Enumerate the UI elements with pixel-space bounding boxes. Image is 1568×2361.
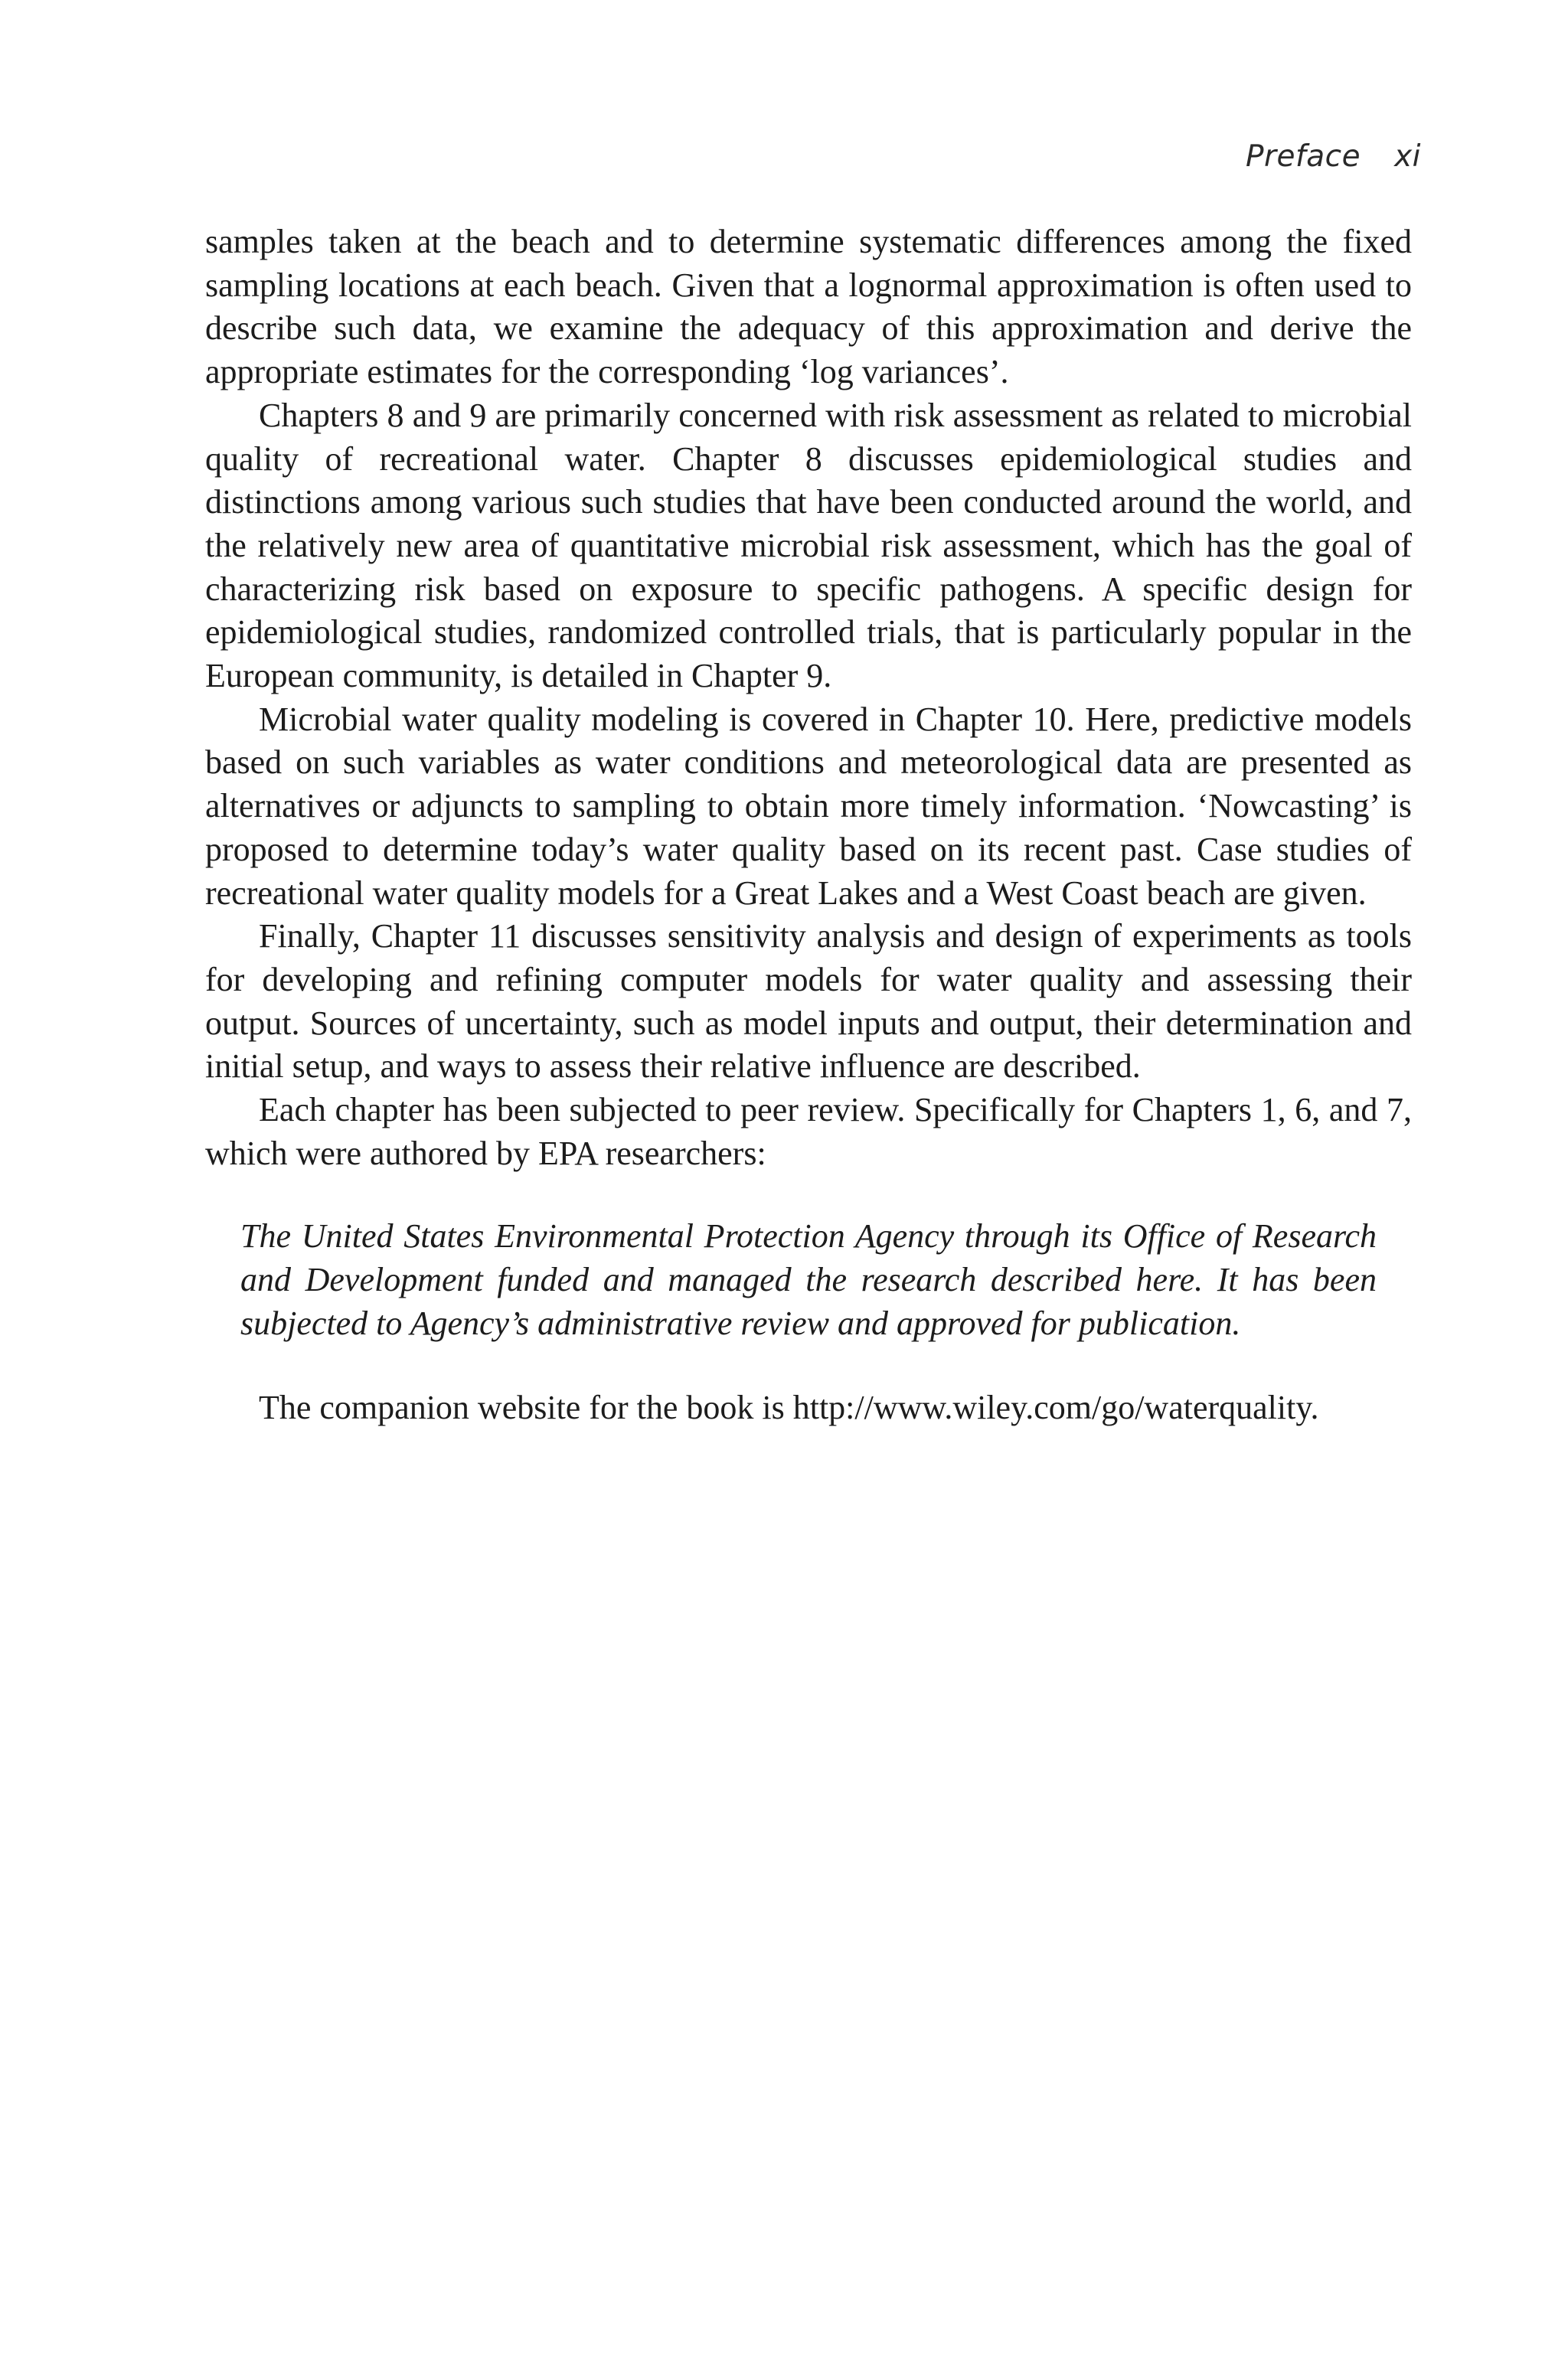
paragraph-modeling: Microbial water quality modeling is covered in Chapter 10. Here, predictive models based on such variables as water conditions and meteorological data are presented as alternatives or adjuncts to sampling to obtain more timely information. ‘Nowcasting’ is proposed to determine today’s water quality based on its recent past. Case studies of recreational water quality models for a Great Lakes and a West Coast beach are given. <box>205 700 1412 912</box>
page-number: xi <box>1394 139 1421 174</box>
epa-disclaimer-quote: The United States Environmental Protection Agency through its Office of Research and Development funded and managed the research described here. It has been subjected to Agency’s administrative review and approved for publication. <box>240 1217 1377 1342</box>
paragraph-sensitivity-analysis: Finally, Chapter 11 discusses sensitivity analysis and design of experiments as tools for developing and refining computer models for water quality and assessing their output. Sources of uncertainty, such as model inputs and output, their determination and initial setup, and ways to assess their relative influence are described. <box>205 917 1412 1086</box>
running-head-section: Preface <box>1245 139 1361 174</box>
body-text <box>205 220 1412 1429</box>
paragraph-continuation: samples taken at the beach and to determine systematic differences among the fixed sampling locations at each beach. Given that a lognormal approximation is often used to describe such data, we examine the adequacy of this approximation and derive the appropriate estimates for the corresponding ‘log variances’. <box>205 223 1412 391</box>
running-head <box>1246 139 1421 174</box>
companion-website-paragraph: The companion website for the book is http://www.wiley.com/go/waterquality. <box>259 1388 1319 1426</box>
paragraph-risk-assessment: Chapters 8 and 9 are primarily concerned with risk assessment as related to microbial quality of recreational water. Chapter 8 discusses epidemiological studies and distinctions among various such studies that have been conducted around the world, and the relatively new area of quantitative microbial risk assessment, which has the goal of characterizing risk based on exposure to specific pathogens. A specific design for epidemiological studies, randomized controlled trials, that is particularly popular in the European community, is detailed in Chapter 9. <box>205 396 1412 695</box>
paragraph-peer-review: Each chapter has been subjected to peer review. Specifically for Chapters 1, 6, and 7, which were authored by EPA researchers: <box>205 1091 1412 1172</box>
